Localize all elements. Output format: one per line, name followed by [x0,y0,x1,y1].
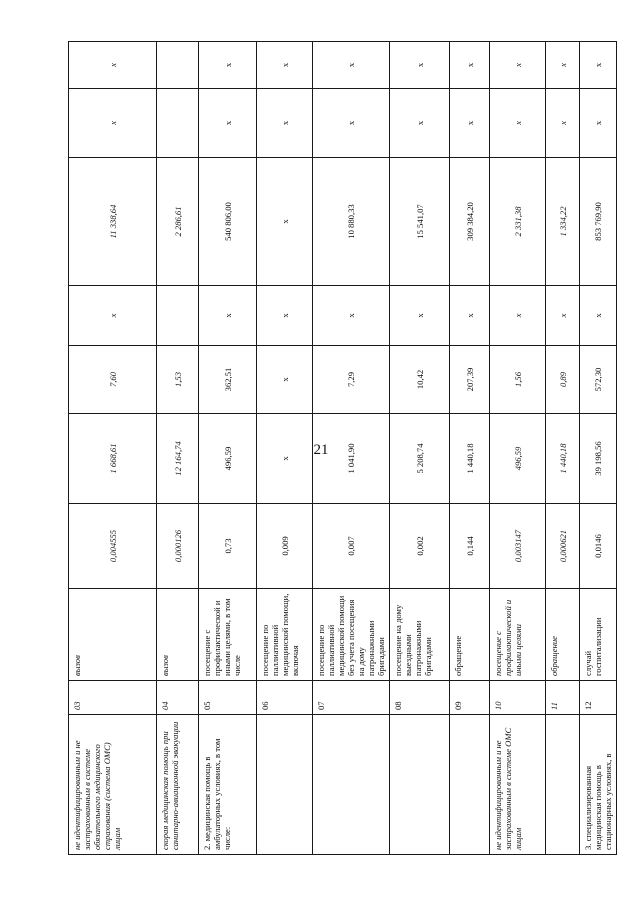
table-cell: обращение [546,589,580,681]
table-cell: 0,144 [450,504,490,589]
table-cell: x [580,286,617,346]
table-cell [157,89,199,158]
table-cell: вызов [69,589,157,681]
table-cell: x [390,42,450,89]
table-cell: 12 [580,681,617,715]
table-cell: 3. специализированная медицинская помощь в стационарных условиях, в [580,715,617,855]
table-cell: посещение на дому выездными патронажными бригадами [390,589,450,681]
table-cell: 0,73 [199,504,257,589]
table-cell: не идентифицированным и не застрахованным в системе обязательного медицинского страхования (система ОМС) лицам [69,715,157,855]
table-cell: 2 286,61 [157,158,199,286]
table-cell: 0,000621 [546,504,580,589]
page-number: 21 [313,442,329,458]
table-row [313,42,390,855]
table-cell: 10 880,33 [313,158,390,286]
table-row [157,42,199,855]
table-row [257,42,313,855]
table-cell: 1,56 [490,346,546,414]
table-row [390,42,450,855]
table-cell: x [490,42,546,89]
table-cell: x [257,158,313,286]
table-cell: посещение по паллиативной медицинской помощи, включая [257,589,313,681]
table-cell: x [69,286,157,346]
table-cell: x [257,414,313,504]
table-cell: 11 338,64 [69,158,157,286]
table-row [580,42,617,855]
table-cell: x [546,42,580,89]
table-cell [390,715,450,855]
table-cell: скорая медицинская помощь при санитарно-авиационной эвакуации [157,715,199,855]
table-cell: 2 331,38 [490,158,546,286]
table-cell: 1 440,18 [546,414,580,504]
table-cell: x [257,346,313,414]
table-cell: 0,004555 [69,504,157,589]
table-cell: посещение по паллиативной медицинской помощи без учета посещения на дому патронажными бригадами [313,589,390,681]
table-cell: 0,000126 [157,504,199,589]
table-cell: 1 041,90 [313,414,390,504]
table-cell: 0,0146 [580,504,617,589]
table-row [546,42,580,855]
financing-table [68,41,617,855]
table-cell: x [257,42,313,89]
table-cell: x [199,89,257,158]
table-cell: 0,009 [257,504,313,589]
table-cell: x [199,286,257,346]
table-body [69,42,617,855]
table-cell: x [490,89,546,158]
table-cell: x [580,42,617,89]
table-cell: 7,60 [69,346,157,414]
table-cell [257,715,313,855]
table-cell: x [546,286,580,346]
table-cell: x [257,286,313,346]
table-cell: x [390,286,450,346]
rotated-table-frame [68,42,613,855]
table-cell [313,715,390,855]
table-cell: 0,89 [546,346,580,414]
table-cell: x [257,89,313,158]
table-cell: x [546,89,580,158]
table-cell: 07 [313,681,390,715]
table-cell: x [390,89,450,158]
table-cell: 08 [390,681,450,715]
table-cell: 12 164,74 [157,414,199,504]
table-cell: 1 440,18 [450,414,490,504]
table-cell: 15 541,07 [390,158,450,286]
table-cell: x [69,89,157,158]
table-cell: 10 [490,681,546,715]
table-row [490,42,546,855]
table-cell: обращение [450,589,490,681]
table-cell [546,715,580,855]
table-cell: 496,59 [199,414,257,504]
table-cell: x [490,286,546,346]
table-cell: x [313,286,390,346]
table-cell: 0,007 [313,504,390,589]
table-cell: посещение с профилактической и иными целями [490,589,546,681]
table-cell: 540 806,00 [199,158,257,286]
table-cell: x [199,42,257,89]
table-cell: 7,29 [313,346,390,414]
table-cell: 11 [546,681,580,715]
table-cell: 05 [199,681,257,715]
table-cell: не идентифицированным и не застрахованным в системе ОМС лицам [490,715,546,855]
table-cell: x [580,89,617,158]
table-cell: 572,30 [580,346,617,414]
table-row [69,42,157,855]
table-cell: 0,003147 [490,504,546,589]
table-cell: x [450,42,490,89]
table-row [199,42,257,855]
table-cell: x [313,42,390,89]
table-cell: 5 208,74 [390,414,450,504]
table-cell: 04 [157,681,199,715]
table-cell: вызов [157,589,199,681]
table-cell: 309 384,20 [450,158,490,286]
table-cell: 496,59 [490,414,546,504]
table-cell: 09 [450,681,490,715]
table-cell: посещение с профилактической и иными целями, в том числе [199,589,257,681]
table-cell: 39 198,56 [580,414,617,504]
table-cell: x [450,286,490,346]
table-cell [450,715,490,855]
table-cell: случай госпитализации [580,589,617,681]
table-row [450,42,490,855]
table-cell: 207,39 [450,346,490,414]
table-cell: 2. медицинская помощь в амбулаторных условиях, в том числе: [199,715,257,855]
table-cell: x [450,89,490,158]
table-cell: 06 [257,681,313,715]
table-cell: x [313,89,390,158]
table-cell: 362,51 [199,346,257,414]
table-cell: 10,42 [390,346,450,414]
table-cell: 0,002 [390,504,450,589]
table-cell [157,42,199,89]
table-cell: 03 [69,681,157,715]
table-cell [157,286,199,346]
table-cell: x [69,42,157,89]
table-cell: 1 668,61 [69,414,157,504]
table-cell: 853 769,90 [580,158,617,286]
table-cell: 1,53 [157,346,199,414]
table-cell: 1 334,22 [546,158,580,286]
